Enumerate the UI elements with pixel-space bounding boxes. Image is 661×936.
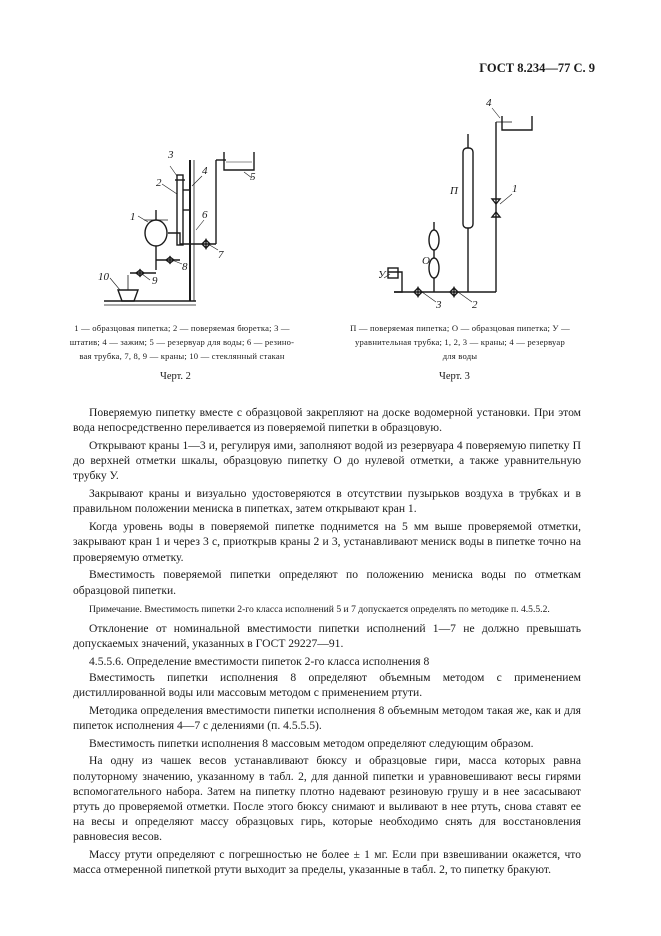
fig2-label-3: 3 [168,149,174,161]
note-paragraph: Примечание. Вместимость пипетки 2-го класса исполнений 5 и 7 допускается определять по методике п. 4.5.5.2. [89,603,550,615]
fig3-label-1: 1 [512,183,518,195]
paragraph: Поверяемую пипетку вместе с образцовой закрепляют на доске водомерной установки. При этом вода непосредственно переливается из поверяемой пипетки в образцовую. [73,406,581,435]
figure-2-title: Черт. 2 [160,371,191,382]
fig2-label-7: 7 [218,249,224,261]
paragraph: Когда уровень воды в поверяемой пипетке поднимется на 5 мм выше проверяемой отметки, закрывают кран 1 и через 3 с, приоткрыв краны 2 и 3, устанавливают мениск воды в пипетке точно на проверяемую отметку. [73,520,581,564]
body-text [73,405,581,880]
figure-2-drawing [84,140,284,315]
paragraph: Закрывают краны и визуально удостоверяются в отсутствии пузырьков воздуха в трубках и в правильном положении мениска в пипетках, затем открывают кран 1. [73,487,581,516]
fig2-label-8: 8 [182,261,188,273]
section-heading: 4.5.5.6. Определение вместимости пипеток 2-го класса исполнения 8 [89,654,430,668]
fig3-label-3: 3 [436,299,442,310]
fig3-label-4: 4 [486,97,492,109]
figure-3-title: Черт. 3 [439,371,470,382]
figure-3-drawing [374,94,554,310]
figure-2-caption-line: 1 — образцовая пипетка; 2 — поверяемая бюретка; 3 — [74,323,290,333]
paragraph: Отклонение от номинальной вместимости пипетки исполнений 1—7 не должно превышать допускаемых значений, указанных в ГОСТ 29227—91. [73,621,581,651]
fig2-label-9: 9 [152,275,158,287]
figure-2-caption [56,321,308,363]
fig2-label-4: 4 [202,165,208,177]
paragraph: Вместимость пипетки исполнения 8 массовым методом определяют следующим образом. [89,736,534,750]
paragraph: На одну из чашек весов устанавливают бюксу и образцовые гири, масса которых равна полуторному значению, указанному в табл. 2, для данной пипетки и уравновешивают весы гирями вспомогательного набора. Затем на пипетку плотно надевают резиновую грушу и в нее засасывают ртуть до проверяемой отметки. После этого бюксу снимают и выливают в нее ртуть, снова ставят ее на весы и определяют массу образцовых гирь, которые необходимо снять для восстановления равновесия весов. [73,754,581,844]
page-header: ГОСТ 8.234—77 С. 9 [479,61,595,75]
fig3-label-2: 2 [472,299,478,310]
paragraph: Открывают краны 1—3 и, регулируя ими, заполняют водой из резервуара 4 поверяемую пипетку П до верхней отметки шкалы, образцовую пипетку О до нулевой отметки, а также уравнительную трубку У. [73,439,581,483]
fig2-label-5: 5 [250,171,256,183]
paragraph: Вместимость поверяемой пипетки определяют по положению мениска воды по отметкам образцовой пипетки. [73,568,581,597]
figure-2-caption-line: штатив; 4 — зажим; 5 — резервуар для воды; 6 — резино- [69,337,295,347]
paragraph: Вместимость пипетки исполнения 8 определяют объемным методом с применением дистиллированной воды или массовым методом с применением ртути. [73,670,581,699]
fig3-label-u: У [378,269,386,281]
fig2-label-10: 10 [98,271,109,283]
figure-2-caption-line: вая трубка, 7, 8, 9 — краны; 10 — стеклянный стакан [79,351,285,361]
fig3-label-o: О [422,255,430,267]
fig2-label-2: 2 [156,177,162,189]
figure-3-caption-line: для воды [442,351,478,361]
fig2-label-1: 1 [130,211,136,223]
figure-3-caption-line: П — поверяемая пипетка; О — образцовая пипетка; У — [350,323,570,333]
figure-3-caption [326,321,594,363]
figure-3-caption-line: уравнительная трубка; 1, 2, 3 — краны; 4 — резервуар [355,337,565,347]
paragraph: Методика определения вместимости пипетки исполнения 8 объемным методом такая же, как и для пипеток исполнения 4—7 с делениями (п. 4.5.5.5). [73,703,581,732]
fig3-label-p: П [450,185,458,197]
paragraph: Массу ртути определяют с погрешностью не более ± 1 мг. Если при взвешивании окажется, что масса отмеренной пипеткой ртути выходит за пределы, указанные в табл. 2, то пипетку бракуют. [73,848,581,877]
fig2-label-6: 6 [202,209,208,221]
